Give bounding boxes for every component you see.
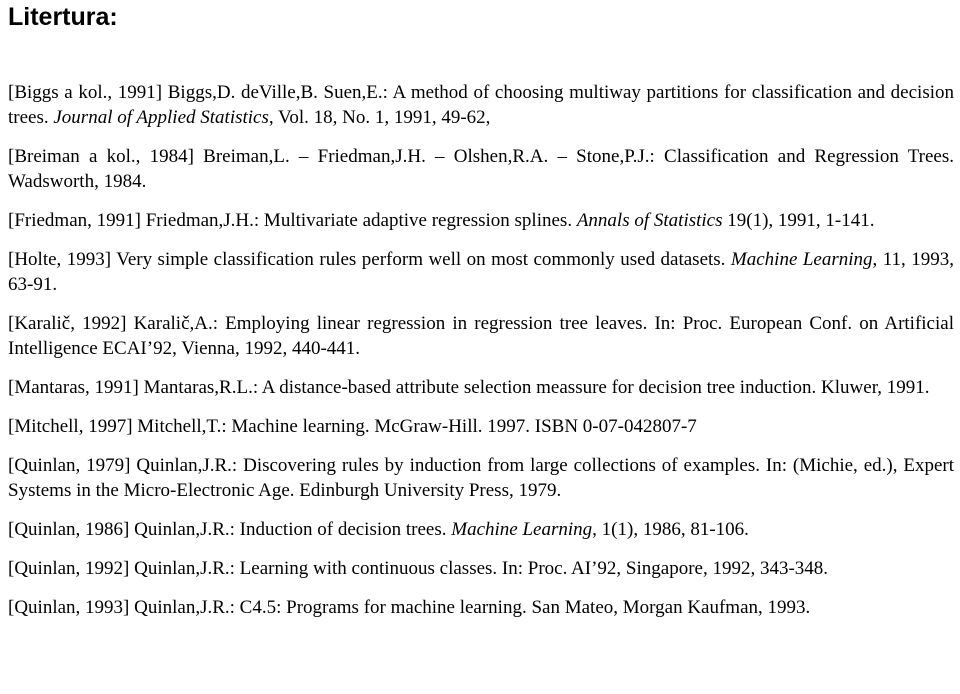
reference-text: , 1(1), 1986, 81-106. bbox=[592, 519, 749, 540]
reference-text: [Mitchell, 1997] Mitchell,T.: Machine learning. McGraw-Hill. 1997. ISBN 0-07-042807-7 bbox=[8, 416, 697, 437]
reference-text: [Quinlan, 1986] Quinlan,J.R.: Induction of decision trees. bbox=[8, 519, 452, 540]
reference-item bbox=[8, 453, 954, 503]
reference-list bbox=[8, 80, 954, 634]
reference-text: [Karalič, 1992] Karalič,A.: Employing linear regression in regression tree leaves. In: Proc. European Conf. on Artificial Intelligence ECAI’92, Vienna, 1992, 440-441. bbox=[8, 313, 954, 359]
reference-text: , 11, 1993, 63-91. bbox=[8, 249, 955, 295]
reference-item bbox=[8, 517, 954, 542]
reference-source: Annals of Statistics bbox=[576, 210, 723, 231]
reference-text: [Breiman a kol., 1984] Breiman,L. – Friedman,J.H. – Olshen,R.A. – Stone,P.J.: Classification and Regression Trees. Wadsworth, 1984. bbox=[8, 146, 954, 192]
reference-text: [Quinlan, 1979] Quinlan,J.R.: Discovering rules by induction from large collections of examples. In: (Michie, ed.), Expert Systems in the Micro-Electronic Age. Edinburgh University Press, 1979. bbox=[8, 455, 954, 501]
reference-text: [Quinlan, 1993] Quinlan,J.R.: C4.5: Programs for machine learning. San Mateo, Morgan Kaufman, 1993. bbox=[8, 597, 811, 618]
reference-item bbox=[8, 208, 954, 233]
reference-text: [Biggs a kol., 1991] Biggs,D. deVille,B. Suen,E.: A method of choosing multiway partitions for classification and decision trees. bbox=[8, 82, 954, 128]
reference-text: [Mantaras, 1991] Mantaras,R.L.: A distance-based attribute selection meassure for decision tree induction. Kluwer, 1991. bbox=[8, 377, 930, 398]
reference-item bbox=[8, 414, 954, 439]
reference-item bbox=[8, 247, 954, 297]
reference-source: Machine Learning bbox=[451, 519, 593, 540]
page-title: Litertura: bbox=[8, 3, 118, 31]
reference-text: [Quinlan, 1992] Quinlan,J.R.: Learning with continuous classes. In: Proc. AI’92, Singapore, 1992, 343-348. bbox=[8, 558, 829, 579]
reference-item bbox=[8, 595, 954, 620]
reference-text: 19(1), 1991, 1-141. bbox=[722, 210, 875, 231]
reference-item bbox=[8, 80, 954, 130]
reference-item bbox=[8, 311, 954, 361]
reference-source: Machine Learning bbox=[730, 249, 873, 270]
reference-text: [Friedman, 1991] Friedman,J.H.: Multivariate adaptive regression splines. bbox=[8, 210, 577, 231]
reference-source: Journal of Applied Statistics bbox=[53, 107, 269, 128]
reference-text: [Holte, 1993] Very simple classification rules perform well on most commonly used datasets. bbox=[8, 249, 731, 270]
reference-item bbox=[8, 556, 954, 581]
reference-item bbox=[8, 144, 954, 194]
reference-item bbox=[8, 375, 954, 400]
reference-text: , Vol. 18, No. 1, 1991, 49-62, bbox=[268, 107, 491, 128]
